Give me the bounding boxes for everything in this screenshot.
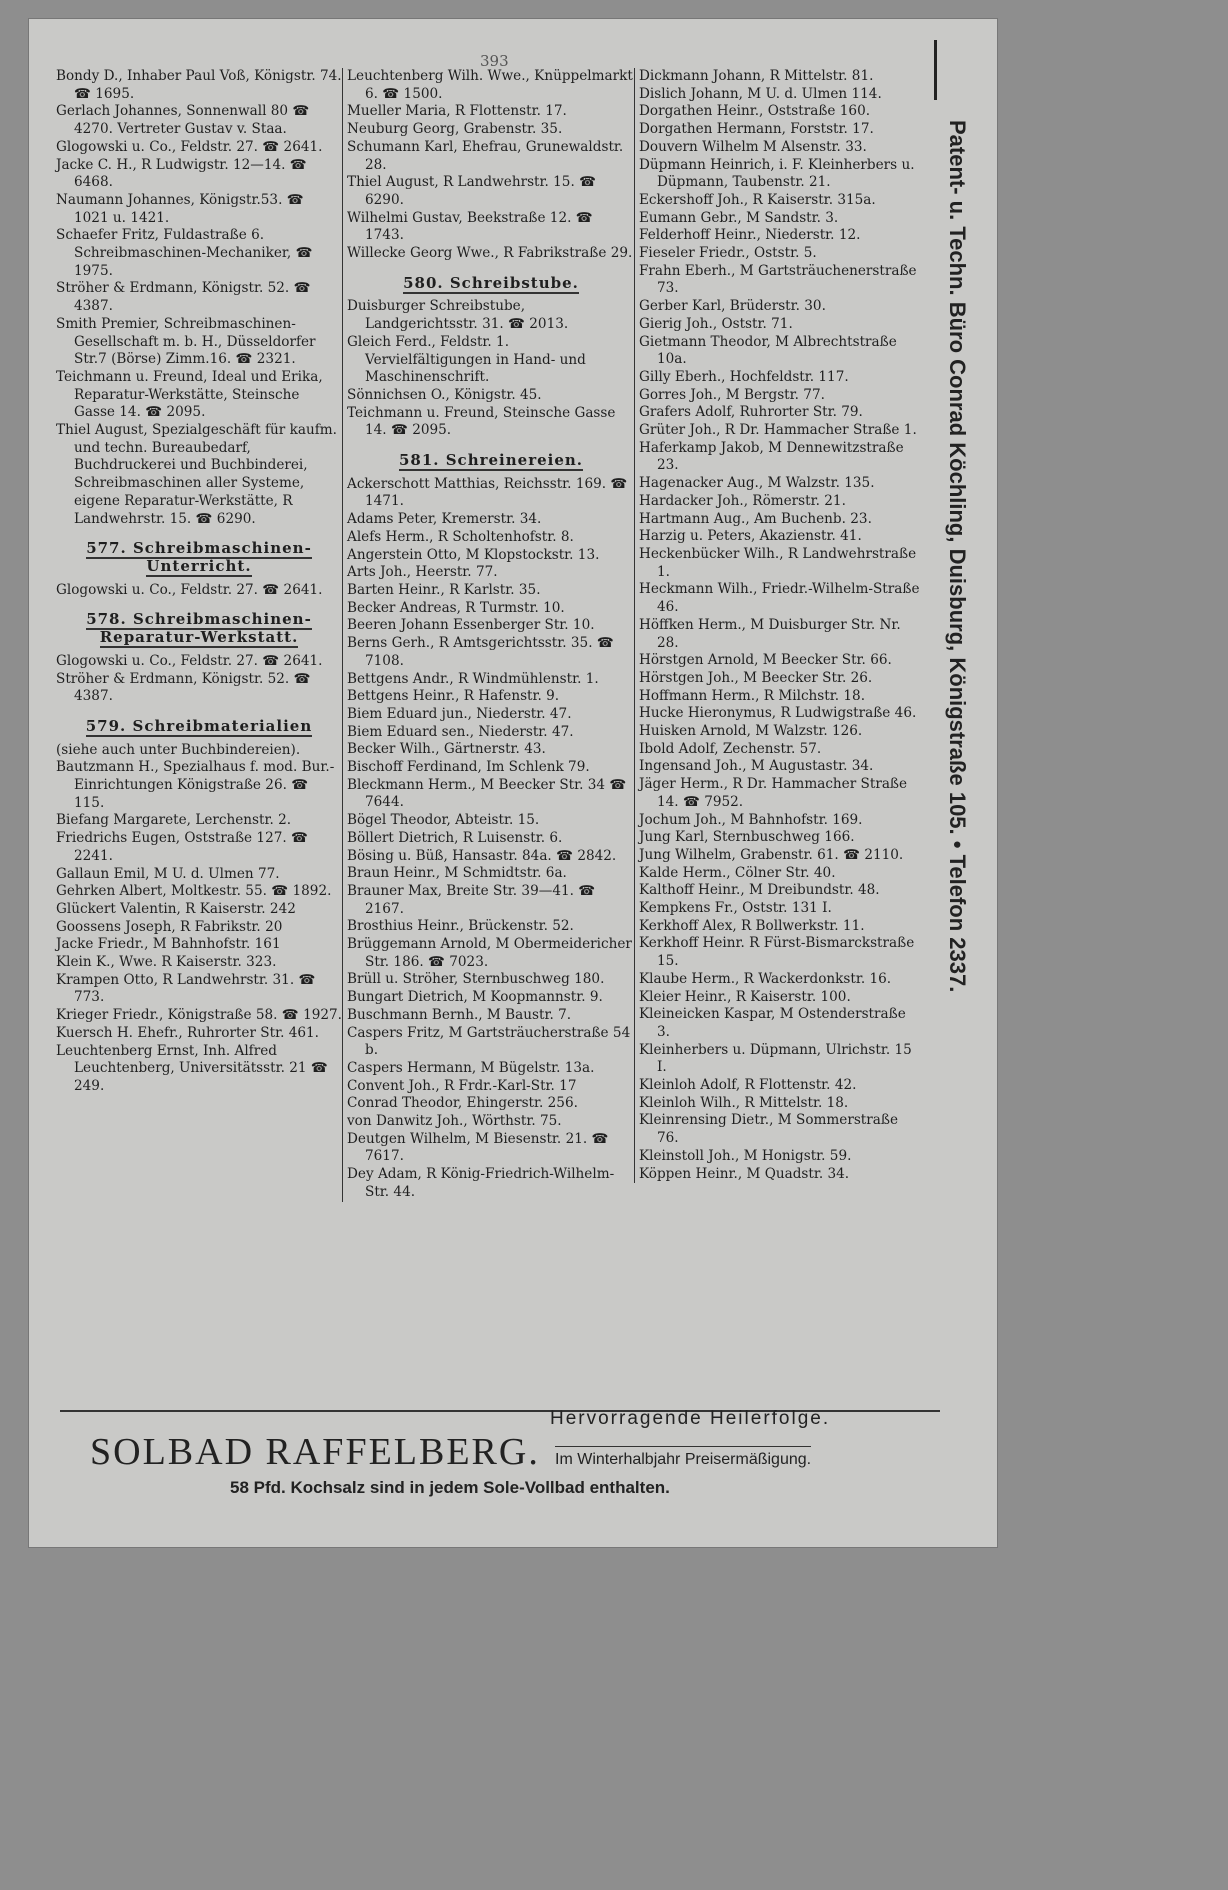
directory-entry: Bettgens Andr., R Windmühlenstr. 1. <box>347 670 599 687</box>
directory-entry: Glückert Valentin, R Kaiserstr. 242 <box>56 900 296 917</box>
directory-entry: Bischoff Ferdinand, Im Schlenk 79. <box>347 759 590 776</box>
directory-entry: Gorres Joh., M Bergstr. 77. <box>639 386 825 403</box>
directory-entry: Berns Gerh., R Amtsgerichtsstr. 35. ☎ 7108. <box>347 635 614 669</box>
directory-entry: Braun Heinr., M Schmidtstr. 6a. <box>347 865 567 882</box>
ad-subline: Im Winterhalbjahr Preisermäßigung. <box>555 1446 811 1469</box>
directory-entry: Kerkhoff Alex, R Bollwerkstr. 11. <box>639 917 865 934</box>
directory-entry: Schaefer Fritz, Fuldastraße 6. Schreibmaschinen-Mechaniker, ☎ 1975. <box>56 227 313 279</box>
directory-entry: Gietmann Theodor, M Albrechtstraße 10a. <box>639 333 897 368</box>
directory-entry: Brüll u. Ströher, Sternbuschweg 180. <box>347 971 605 988</box>
directory-entry: Smith Premier, Schreibmaschinen-Gesellschaft m. b. H., Düsseldorfer Str.7 (Börse) Zimm.16. ☎ 2321. <box>56 315 316 368</box>
directory-entry: Convent Joh., R Frdr.-Karl-Str. 17 <box>347 1077 577 1094</box>
directory-entry: Deutgen Wilhelm, M Biesenstr. 21. ☎ 7617. <box>347 1130 609 1165</box>
section-579-heading: 579. Schreibmaterialien <box>85 716 313 735</box>
directory-entry: Gerlach Johannes, Sonnenwall 80 ☎ 4270. Vertreter Gustav v. Staa. <box>56 103 310 138</box>
directory-entry: Naumann Johannes, Königstr.53. ☎ 1021 u. 1421. <box>56 191 304 226</box>
directory-entry: Thiel August, Spezialgeschäft für kaufm. und techn. Bureaubedarf, Buchdruckerei und Buchbinderei, Schreibmaschinen aller Systeme, eigene Reparatur-Werkstätte, R Landwehrstr. 15. ☎ 6290. <box>56 422 337 527</box>
directory-entry: Biefang Margarete, Lerchenstr. 2. <box>56 812 292 829</box>
ad-logo: SOLBAD RAFFELBERG. <box>90 1431 540 1473</box>
directory-entry: Ackerschott Matthias, Reichsstr. 169. ☎ 1471. <box>347 475 628 510</box>
directory-entry: Jochum Joh., M Bahnhofstr. 169. <box>639 811 863 828</box>
directory-entry: Barten Heinr., R Karlstr. 35. <box>347 581 541 598</box>
directory-entry: Schumann Karl, Ehefrau, Grunewaldstr. 28. <box>347 138 624 173</box>
directory-entry: Hagenacker Aug., M Walzstr. 135. <box>639 475 875 492</box>
directory-entry: Gierig Joh., Oststr. 71. <box>639 315 793 332</box>
directory-entry: Köppen Heinr., M Quadstr. 34. <box>639 1165 850 1182</box>
page-number: 393 <box>480 52 509 70</box>
directory-entry: Hörstgen Joh., M Beecker Str. 26. <box>639 669 873 686</box>
directory-entry: Gehrken Albert, Moltkestr. 55. ☎ 1892. <box>56 883 332 900</box>
directory-entry: Bösing u. Büß, Hansastr. 84a. ☎ 2842. <box>347 847 617 864</box>
directory-entry: Jäger Herm., R Dr. Hammacher Straße 14. ☎ 7952. <box>639 776 908 810</box>
directory-entry: Heckenbücker Wilh., R Landwehrstraße 1. <box>639 545 917 580</box>
directory-entry: Kleier Heinr., R Kaiserstr. 100. <box>639 988 851 1005</box>
directory-entry: Brauner Max, Breite Str. 39—41. ☎ 2167. <box>347 882 596 917</box>
directory-entry: Wilhelmi Gustav, Beekstraße 12. ☎ 1743. <box>347 209 593 244</box>
directory-entry: Kleinrensing Dietr., M Sommerstraße 76. <box>639 1112 898 1147</box>
directory-entry: Kleinloh Adolf, R Flottenstr. 42. <box>639 1077 857 1094</box>
directory-entry: Düpmann Heinrich, i. F. Kleinherbers u. Düpmann, Taubenstr. 21. <box>639 156 915 191</box>
directory-entry: Krieger Friedr., Königstraße 58. ☎ 1927. <box>56 1007 342 1024</box>
directory-entry: Biem Eduard sen., Niederstr. 47. <box>347 723 574 740</box>
directory-entry: Eckershoff Joh., R Kaiserstr. 315a. <box>639 191 876 208</box>
directory-entry: Jung Wilhelm, Grabenstr. 61. ☎ 2110. <box>639 846 904 863</box>
directory-entry: (siehe auch unter Buchbindereien). <box>56 741 301 758</box>
directory-entry: Haferkamp Jakob, M Dennewitzstraße 23. <box>639 439 904 474</box>
directory-entry: Ströher & Erdmann, Königstr. 52. ☎ 4387. <box>56 280 311 315</box>
directory-entry: Adams Peter, Kremerstr. 34. <box>347 511 542 528</box>
section-577-heading: 577. Schreibmaschinen-Unterricht. <box>86 539 312 575</box>
directory-entry: Jung Karl, Sternbuschweg 166. <box>639 829 855 846</box>
directory-entry: Becker Andreas, R Turmstr. 10. <box>347 599 565 616</box>
column-left <box>56 68 342 1096</box>
directory-entry: Kleinherbers u. Düpmann, Ulrichstr. 15 I. <box>639 1041 912 1076</box>
directory-entry: Gallaun Emil, M U. d. Ulmen 77. <box>56 865 280 882</box>
directory-entry: Neuburg Georg, Grabenstr. 35. <box>347 121 563 138</box>
directory-entry: von Danwitz Joh., Wörthstr. 75. <box>347 1113 562 1130</box>
directory-entry: Eumann Gebr., M Sandstr. 3. <box>639 209 839 226</box>
directory-entry: Buschmann Bernh., M Baustr. 7. <box>347 1006 572 1023</box>
ad-footer-line: 58 Pfd. Kochsalz sind in jedem Sole-Vollbad enthalten. <box>230 1478 670 1497</box>
directory-entry: Gleich Ferd., Feldstr. 1. Vervielfältigungen in Hand- und Maschinenschrift. <box>347 333 586 386</box>
directory-entry: Caspers Fritz, M Gartsträucherstraße 54 b. <box>347 1024 631 1059</box>
directory-entry: Dislich Johann, M U. d. Ulmen 114. <box>639 85 882 102</box>
directory-entry: Jacke C. H., R Ludwigstr. 12—14. ☎ 6468. <box>56 156 307 191</box>
directory-entry: Kerkhoff Heinr. R Fürst-Bismarckstraße 15. <box>639 935 915 970</box>
section-578-heading: 578. Schreibmaschinen-Reparatur-Werkstatt. <box>86 610 312 647</box>
directory-entry: Willecke Georg Wwe., R Fabrikstraße 29. <box>347 245 633 262</box>
directory-entry: Klaube Herm., R Wackerdonkstr. 16. <box>639 970 892 987</box>
directory-entry: Bettgens Heinr., R Hafenstr. 9. <box>347 688 560 705</box>
column-middle <box>342 68 635 1202</box>
directory-entry: Beeren Johann Essenberger Str. 10. <box>347 617 595 634</box>
directory-entry: Conrad Theodor, Ehingerstr. 256. <box>347 1095 578 1112</box>
directory-entry: Goossens Joseph, R Fabrikstr. 20 <box>56 918 283 935</box>
directory-entry: Leuchtenberg Wilh. Wwe., Knüppelmarkt 6. ☎ 1500. <box>347 68 633 102</box>
directory-entry: Glogowski u. Co., Feldstr. 27. ☎ 2641. <box>56 138 323 155</box>
directory-entry: Kuersch H. Ehefr., Ruhrorter Str. 461. <box>56 1024 319 1041</box>
directory-entry: Felderhoff Heinr., Niederstr. 12. <box>639 227 861 244</box>
directory-entry: Frahn Eberh., M Gartsträuchenerstraße 73. <box>639 262 917 297</box>
directory-entry: Jacke Friedr., M Bahnhofstr. 161 <box>56 936 281 953</box>
directory-entry: Gilly Eberh., Hochfeldstr. 117. <box>639 368 849 385</box>
directory-entry: Heckmann Wilh., Friedr.-Wilhelm-Straße 46. <box>639 581 920 616</box>
directory-entry: Mueller Maria, R Flottenstr. 17. <box>347 103 567 120</box>
directory-entry: Kleinloh Wilh., R Mittelstr. 18. <box>639 1094 849 1111</box>
directory-entry: Kleineicken Kaspar, M Ostenderstraße 3. <box>639 1006 906 1040</box>
directory-entry: Dorgathen Heinr., Oststraße 160. <box>639 103 871 120</box>
directory-entry: Hartmann Aug., Am Buchenb. 23. <box>639 510 872 527</box>
section-580-heading: 580. Schreibstube. <box>403 273 579 292</box>
directory-entry: Douvern Wilhelm M Alsenstr. 33. <box>639 138 867 155</box>
directory-entry: Bautzmann H., Spezialhaus f. mod. Bur.-Einrichtungen Königstraße 26. ☎ 115. <box>56 759 335 811</box>
directory-entry: Hoffmann Herm., R Milchstr. 18. <box>639 687 866 704</box>
directory-entry: Hucke Hieronymus, R Ludwigstraße 46. <box>639 705 917 722</box>
directory-entry: Dickmann Johann, R Mittelstr. 81. <box>639 68 874 84</box>
directory-entry: Kalthoff Heinr., M Dreibundstr. 48. <box>639 882 880 899</box>
directory-entry: Duisburger Schreibstube, Landgerichtsstr. 31. ☎ 2013. <box>347 298 569 333</box>
directory-entry: Grafers Adolf, Ruhrorter Str. 79. <box>639 404 863 421</box>
directory-entry: Kleinstoll Joh., M Honigstr. 59. <box>639 1147 852 1164</box>
directory-entry: Krampen Otto, R Landwehrstr. 31. ☎ 773. <box>56 971 316 1006</box>
directory-entry: Bungart Dietrich, M Koopmannstr. 9. <box>347 989 603 1006</box>
directory-entry: Thiel August, R Landwehrstr. 15. ☎ 6290. <box>347 174 597 208</box>
directory-entry: Teichmann u. Freund, Ideal und Erika, Reparatur-Werkstätte, Steinsche Gasse 14. ☎ 2095. <box>56 368 323 421</box>
column-right <box>634 68 923 1183</box>
directory-entry: Grüter Joh., R Dr. Hammacher Straße 1. <box>639 422 917 439</box>
directory-entry: Glogowski u. Co., Feldstr. 27. ☎ 2641. <box>56 581 323 598</box>
directory-entry: Glogowski u. Co., Feldstr. 27. ☎ 2641. <box>56 652 323 669</box>
directory-entry: Sönnichsen O., Königstr. 45. <box>347 386 542 403</box>
sidebar-advertisement <box>930 40 970 1040</box>
directory-entry: Höffken Herm., M Duisburger Str. Nr. 28. <box>639 616 901 651</box>
directory-entry: Angerstein Otto, M Klopstockstr. 13. <box>347 546 600 563</box>
directory-entry: Arts Joh., Heerstr. 77. <box>347 564 498 581</box>
directory-entry: Böllert Dietrich, R Luisenstr. 6. <box>347 829 563 846</box>
directory-entry: Kempkens Fr., Oststr. 131 I. <box>639 900 832 917</box>
directory-entry: Klein K., Wwe. R Kaiserstr. 323. <box>56 954 277 971</box>
directory-entry: Kalde Herm., Cölner Str. 40. <box>639 864 836 881</box>
directory-entry: Caspers Hermann, M Bügelstr. 13a. <box>347 1059 595 1076</box>
directory-entry: Teichmann u. Freund, Steinsche Gasse 14. ☎ 2095. <box>347 404 616 439</box>
directory-entry: Ströher & Erdmann, Königstr. 52. ☎ 4387. <box>56 670 311 705</box>
directory-entry: Friedrichs Eugen, Oststraße 127. ☎ 2241. <box>56 830 308 864</box>
directory-entry: Brosthius Heinr., Brückenstr. 52. <box>347 918 574 935</box>
bottom-advertisement <box>60 1410 940 1517</box>
directory-entry: Becker Wilh., Gärtnerstr. 43. <box>347 741 546 758</box>
directory-entry: Hörstgen Arnold, M Beecker Str. 66. <box>639 652 892 669</box>
directory-entry: Harzig u. Peters, Akazienstr. 41. <box>639 528 862 545</box>
directory-entry: Ibold Adolf, Zechenstr. 57. <box>639 740 822 757</box>
directory-entry: Gerber Karl, Brüderstr. 30. <box>639 298 826 315</box>
directory-entry: Bondy D., Inhaber Paul Voß, Königstr. 74. ☎ 1695. <box>56 68 342 102</box>
directory-entry: Hardacker Joh., Römerstr. 21. <box>639 492 846 509</box>
directory-entry: Bleckmann Herm., M Beecker Str. 34 ☎ 7644. <box>347 776 627 811</box>
directory-entry: Alefs Herm., R Scholtenhofstr. 8. <box>347 528 574 545</box>
ad-headline: Hervorragende Heilerfolge. <box>550 1408 831 1429</box>
sidebar-text: Patent- u. Techn. Büro Conrad Köchling, Duisburg, Königstraße 105. • Telefon 2337. <box>945 120 970 993</box>
directory-entry: Fieseler Friedr., Oststr. 5. <box>639 245 817 262</box>
directory-entry: Bögel Theodor, Abteistr. 15. <box>347 812 540 829</box>
section-581-heading: 581. Schreinereien. <box>398 451 584 470</box>
directory-entry: Biem Eduard jun., Niederstr. 47. <box>347 705 572 722</box>
directory-entry: Leuchtenberg Ernst, Inh. Alfred Leuchtenberg, Universitätsstr. 21 ☎ 249. <box>56 1042 328 1094</box>
directory-entry: Dorgathen Hermann, Forststr. 17. <box>639 121 874 138</box>
directory-entry: Ingensand Joh., M Augustastr. 34. <box>639 758 874 775</box>
directory-entry: Dey Adam, R König-Friedrich-Wilhelm-Str. 44. <box>347 1166 615 1200</box>
directory-entry: Brüggemann Arnold, M Obermeidericher Str. 186. ☎ 7023. <box>347 936 632 970</box>
directory-entry: Huisken Arnold, M Walzstr. 126. <box>639 723 863 740</box>
